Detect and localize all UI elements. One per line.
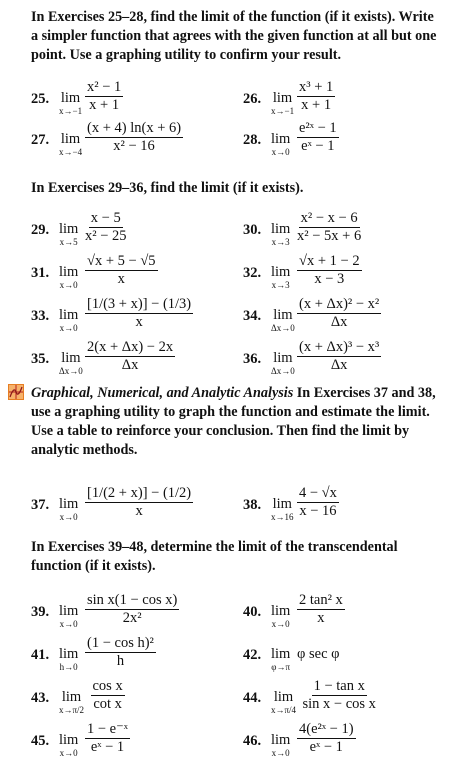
exercise-number: 40. (243, 604, 262, 620)
exercise-28 (243, 121, 443, 161)
limit-subscript: x→0 (59, 512, 78, 522)
limit-operator (59, 647, 78, 672)
lim-word: lim (59, 307, 79, 323)
fraction (85, 297, 193, 330)
fraction (297, 211, 361, 244)
fraction (297, 121, 339, 154)
fraction (85, 340, 175, 373)
limit-operator (271, 647, 290, 672)
limit-operator (271, 497, 294, 522)
numerator: e²ˣ − 1 (299, 120, 337, 136)
limit-operator (271, 132, 290, 157)
limit-operator (271, 308, 295, 333)
fraction (297, 722, 356, 755)
section-text: In Exercises 37 and 38, use a graphing utility to graph the function and estimate the limit. Use a table to reinforce your conclusion. Then find the limit by analytic methods. (31, 385, 436, 458)
limit-operator (271, 604, 290, 629)
fraction (297, 297, 381, 330)
lim-word: lim (273, 350, 293, 366)
lim-word: lim (59, 732, 79, 748)
exercise-43 (31, 679, 231, 719)
numerator: (x + 4) ln(x + 6) (87, 120, 182, 136)
exercise-42 (243, 636, 443, 676)
lim-word: lim (60, 90, 81, 106)
denominator: Δx (121, 357, 139, 373)
limit-operator (59, 497, 78, 522)
fraction (85, 722, 130, 755)
limit-operator (271, 265, 290, 290)
exercise-41 (31, 636, 231, 676)
section-text: In Exercises 25–28, find the limit of the function (if it exists). Write a simpler function that agrees with the given function at all but one point. Use a graphing utility to confirm your result. (31, 9, 437, 63)
numerator: (1 − cos h)² (87, 635, 154, 651)
numerator: (x + Δx)² − x² (299, 296, 380, 312)
limit-operator (59, 733, 78, 758)
lim-word: lim (271, 646, 291, 662)
exercise-32 (243, 254, 443, 294)
lim-word: lim (59, 603, 79, 619)
lim-word: lim (59, 264, 79, 280)
exercise-number: 28. (243, 132, 262, 148)
limit-subscript: x→−4 (59, 147, 83, 157)
denominator: x (135, 503, 143, 519)
exercise-number: 45. (31, 733, 50, 749)
limit-subscript: x→π/4 (271, 705, 297, 715)
fraction (297, 254, 362, 287)
denominator: x² − 25 (85, 228, 127, 244)
exercise-36 (243, 340, 443, 380)
exercise-number: 35. (31, 351, 50, 367)
fraction (85, 80, 123, 113)
lim-word: lim (271, 732, 291, 748)
numerator: x² − x − 6 (300, 210, 358, 226)
fraction (85, 486, 193, 519)
limit-operator (59, 265, 78, 290)
exercise-27 (31, 121, 231, 161)
exercise-35 (31, 340, 231, 380)
exercise-46 (243, 722, 443, 762)
denominator: Δx (330, 357, 348, 373)
limit-subscript: φ→π (271, 662, 291, 672)
limit-subscript: x→3 (271, 280, 290, 290)
fraction (297, 80, 335, 113)
denominator: sin x − cos x (302, 696, 376, 712)
exercise-number: 33. (31, 308, 50, 324)
exercise-25 (31, 80, 231, 120)
denominator: x (135, 314, 143, 330)
numerator: 1 − tan x (313, 678, 365, 694)
lim-word: lim (271, 221, 291, 237)
section-lead: Graphical, Numerical, and Analytic Analysis (31, 385, 294, 401)
exercise-31 (31, 254, 231, 294)
numerator: √x + 1 − 2 (299, 253, 360, 269)
lim-word: lim (272, 90, 293, 106)
limit-subscript: Δx→0 (271, 323, 295, 333)
numerator: cos x (92, 678, 123, 694)
exercise-number: 32. (243, 265, 262, 281)
numerator: [1/(3 + x)] − (1/3) (87, 296, 192, 312)
fraction (85, 254, 158, 287)
numerator: sin x(1 − cos x) (87, 592, 178, 608)
numerator: x² − 1 (87, 79, 122, 95)
limit-expression: φ sec φ (297, 646, 340, 662)
limit-operator (59, 308, 78, 333)
lim-word: lim (59, 496, 79, 512)
exercise-26 (243, 80, 443, 120)
numerator: 2 tan² x (299, 592, 343, 608)
exercise-number: 29. (31, 222, 50, 238)
denominator: x + 1 (301, 97, 332, 113)
exercise-40 (243, 593, 443, 633)
lim-word: lim (272, 496, 292, 512)
numerator: 4(e²ˣ − 1) (299, 721, 354, 737)
limit-subscript: x→16 (271, 512, 294, 522)
exercise-number: 39. (31, 604, 50, 620)
fraction (85, 593, 179, 626)
fraction (297, 340, 381, 373)
exercise-number: 31. (31, 265, 50, 281)
denominator: eˣ − 1 (309, 739, 343, 755)
limit-subscript: x→5 (59, 237, 78, 247)
numerator: x³ + 1 (299, 79, 334, 95)
section-25-28-instructions (31, 8, 441, 65)
limit-subscript: x→3 (271, 237, 290, 247)
exercise-number: 34. (243, 308, 262, 324)
exercise-number: 25. (31, 91, 50, 107)
fraction (297, 593, 345, 626)
exercise-number: 46. (243, 733, 262, 749)
limit-subscript: x→0 (271, 748, 290, 758)
exercise-number: 26. (243, 91, 262, 107)
lim-word: lim (271, 131, 291, 147)
denominator: x − 3 (314, 271, 345, 287)
denominator: x (317, 610, 325, 626)
numerator: 2(x + Δx) − 2x (87, 339, 174, 355)
exercise-number: 38. (243, 497, 262, 513)
denominator: x (117, 271, 125, 287)
limit-subscript: Δx→0 (271, 366, 295, 376)
exercise-number: 30. (243, 222, 262, 238)
limit-subscript: x→0 (59, 323, 78, 333)
numerator: x − 5 (90, 210, 121, 226)
exercise-29 (31, 211, 231, 251)
limit-subscript: x→−1 (59, 106, 83, 116)
numerator: (x + Δx)³ − x³ (299, 339, 380, 355)
section-29-36-instructions (31, 179, 441, 198)
exercise-39 (31, 593, 231, 633)
section-37-38-instructions (31, 384, 441, 460)
numerator: 1 − e⁻ˣ (87, 721, 128, 737)
denominator: eˣ − 1 (90, 739, 125, 755)
exercise-number: 27. (31, 132, 50, 148)
exercise-30 (243, 211, 443, 251)
limit-operator (59, 351, 83, 376)
limit-operator (59, 222, 78, 247)
limit-subscript: x→0 (59, 280, 78, 290)
limit-operator (271, 351, 295, 376)
limit-operator (59, 91, 82, 116)
section-text: In Exercises 29–36, find the limit (if it exists). (31, 180, 304, 196)
denominator: h (116, 653, 125, 669)
fraction (91, 679, 125, 712)
graphing-utility-icon (8, 384, 24, 400)
section-39-48-instructions (31, 538, 441, 576)
exercise-number: 44. (243, 690, 262, 706)
limit-operator (59, 132, 82, 157)
limit-operator (271, 733, 290, 758)
denominator: eˣ − 1 (301, 138, 335, 154)
lim-word: lim (61, 689, 82, 705)
fraction (85, 211, 127, 244)
numerator: [1/(2 + x)] − (1/2) (87, 485, 192, 501)
exercise-33 (31, 297, 231, 337)
lim-word: lim (61, 350, 81, 366)
lim-word: lim (273, 307, 293, 323)
numerator: √x + 5 − √5 (87, 253, 156, 269)
fraction (303, 679, 376, 712)
lim-word: lim (273, 689, 294, 705)
denominator: x − 16 (299, 503, 337, 519)
section-text: In Exercises 39–48, determine the limit of the transcendental function (if it exists). (31, 539, 398, 574)
fraction (85, 636, 156, 669)
denominator: x² − 16 (113, 138, 155, 154)
exercise-44 (243, 679, 443, 719)
denominator: Δx (330, 314, 348, 330)
exercise-number: 36. (243, 351, 262, 367)
lim-word: lim (60, 131, 81, 147)
denominator: 2x² (122, 610, 142, 626)
limit-operator (271, 222, 290, 247)
lim-word: lim (59, 646, 79, 662)
limit-subscript: x→0 (271, 619, 290, 629)
limit-subscript: x→0 (59, 619, 78, 629)
exercise-number: 43. (31, 690, 50, 706)
limit-subscript: x→0 (59, 748, 78, 758)
denominator: x + 1 (89, 97, 120, 113)
fraction (85, 121, 183, 154)
exercise-number: 41. (31, 647, 50, 663)
limit-subscript: x→−1 (271, 106, 295, 116)
exercise-45 (31, 722, 231, 762)
lim-word: lim (59, 221, 79, 237)
limit-subscript: Δx→0 (59, 366, 83, 376)
numerator: 4 − √x (299, 485, 337, 501)
limit-subscript: x→π/2 (59, 705, 85, 715)
denominator: cot x (93, 696, 122, 712)
limit-subscript: h→0 (59, 662, 78, 672)
exercise-number: 37. (31, 497, 50, 513)
exercise-number: 42. (243, 647, 262, 663)
limit-operator (59, 604, 78, 629)
lim-word: lim (271, 264, 291, 280)
lim-word: lim (271, 603, 291, 619)
exercise-37 (31, 486, 231, 526)
exercise-38 (243, 486, 443, 526)
denominator: x² − 5x + 6 (297, 228, 362, 244)
limit-operator (59, 690, 84, 715)
limit-operator (271, 91, 294, 116)
exercise-34 (243, 297, 443, 337)
limit-operator (271, 690, 296, 715)
limit-subscript: x→0 (271, 147, 290, 157)
fraction (297, 486, 339, 519)
